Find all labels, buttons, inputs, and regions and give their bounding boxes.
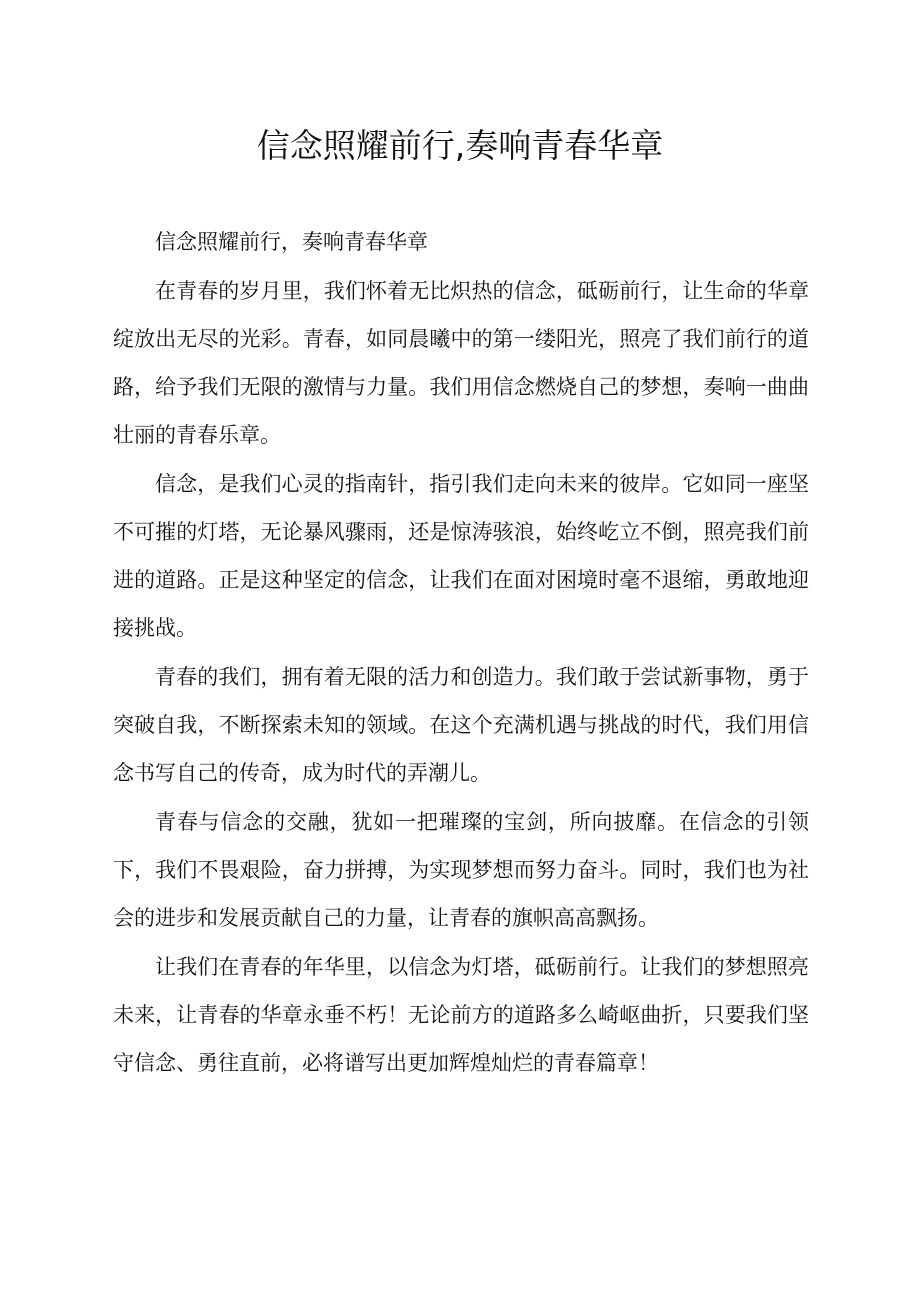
- body-paragraph: 青春的我们，拥有着无限的活力和创造力。我们敢于尝试新事物，勇于突破自我，不断探索未知的领域。在这个充满机遇与挑战的时代，我们用信念书写自己的传奇，成为时代的弄潮儿。: [113, 665, 809, 785]
- body-paragraph: 让我们在青春的年华里，以信念为灯塔，砥砺前行。让我们的梦想照亮未来，让青春的华章永垂不朽！无论前方的道路多么崎岖曲折，只要我们坚守信念、勇往直前，必将谱写出更加辉煌灿烂的青春篇章！: [113, 955, 809, 1075]
- body-paragraph: 信念，是我们心灵的指南针，指引我们走向未来的彼岸。它如同一座坚不可摧的灯塔，无论暴风骤雨，还是惊涛骇浪，始终屹立不倒，照亮我们前进的道路。正是这种坚定的信念，让我们在面对困境时毫不退缩，勇敢地迎接挑战。: [113, 472, 809, 640]
- subtitle-paragraph: 信念照耀前行，奏响青春华章: [155, 230, 428, 254]
- body-paragraph: 青春与信念的交融，犹如一把璀璨的宝剑，所向披靡。在信念的引领下，我们不畏艰险，奋力拼搏，为实现梦想而努力奋斗。同时，我们也为社会的进步和发展贡献自己的力量，让青春的旗帜高高飘扬。: [113, 810, 809, 930]
- body-paragraph: 在青春的岁月里，我们怀着无比炽热的信念，砥砺前行，让生命的华章绽放出无尽的光彩。青春，如同晨曦中的第一缕阳光，照亮了我们前行的道路，给予我们无限的激情与力量。我们用信念燃烧自己的梦想，奏响一曲曲壮丽的青春乐章。: [113, 279, 809, 447]
- document-title: 信念照耀前行,奏响青春华章: [256, 126, 664, 165]
- document-body: [113, 218, 809, 1088]
